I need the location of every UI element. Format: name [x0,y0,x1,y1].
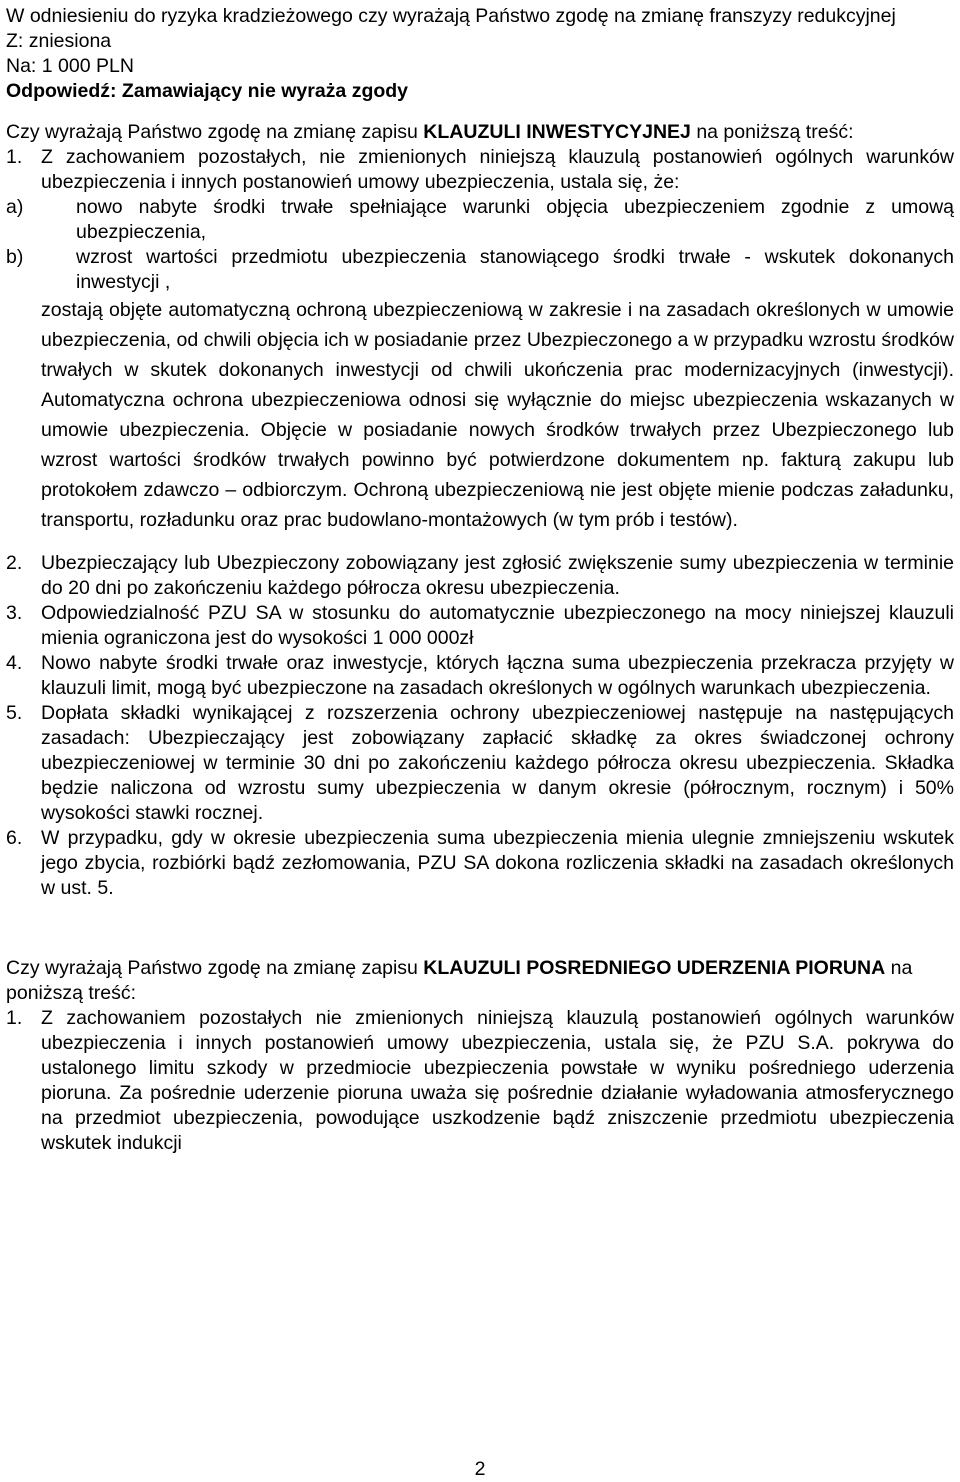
page-number: 2 [474,1458,486,1480]
invest-item-1: 1. Z zachowaniem pozostałych, nie zmienionych niniejszą klauzulą postanowień ogólnych warunków ubezpieczenia i innych postanowień umowy ubezpieczenia, ustala się, że: a) nowo nabyte środki trwałe spełniające warunki objęcia ubezpieczeniem zgodnie z umową ubezpieczenia, b) wzrost wartości przedmiotu ubezpieczenia stanowiącego środki trwałe - wskutek dokonanych inwestycji , zostają objęte automatyczną ochroną ubezpieczeniową w zakresie i na zasadach określonych w umowie ubezpieczenia, od chwili objęcia ich w posiadanie przez Ubezpieczonego a w przypadku wzrostu środków trwałych w skutek dokonanych inwestycji od chwili ukończenia prac modernizacyjnych (inwestycji). Automatyczna ochrona ubezpieczeniowa odnosi się wyłącznie do miejsc ubezpieczenia wskazanych w umowie ubezpieczenia. Objęcie w posiadanie nowych środków trwałych przez Ubezpieczonego lub wzrost wartości środków trwałych powinno być potwierdzone dokumentem np. fakturą zakupu lub protokołem zdawczo – odbiorczym. Ochroną ubezpieczeniową nie jest objęte mienie podczas załadunku, transportu, rozładunku oraz prac budowlano-montażowych (w tym prób i testów). [6,146,954,531]
invest-question: Czy wyrażają Państwo zgodę na zmianę zapisu KLAUZULI INWESTYCYJNEJ na poniższą treść: [6,121,854,143]
lightning-clause-title: KLAUZULI POSREDNIEGO UDERZENIA PIORUNA [423,957,886,979]
invest-item-4: 4. Nowo nabyte środki trwałe oraz inwestycje, których łączna suma ubezpieczenia przekracza przyjęty w klauzuli limit, mogą być ubezpieczone na zasadach określonych w ogólnych warunkach ubezpieczenia. [6,652,954,699]
invest-item-5: 5. Dopłata składki wynikającej z rozszerzenia ochrony ubezpieczeniowej następuje na następujących zasadach: Ubezpieczający jest zobowiązany zapłacić składkę za okres świadczonej ochrony ubezpieczeniowej w terminie 30 dni po zakończeniu każdego półrocza okresu ubezpieczenia. Składka będzie naliczona od wzrostu sumy ubezpieczenia w danym okresie (półrocznym, rocznym) i 50% wysokości stawki rocznej. [6,702,954,824]
invest-item-2: 2. Ubezpieczający lub Ubezpieczony zobowiązany jest zgłosić zwiększenie sumy ubezpieczenia w terminie do 20 dni po zakończeniu każdego półrocza okresu ubezpieczenia. [6,552,954,599]
theft-option-na: Na: 1 000 PLN [6,55,134,77]
invest-item-1b: b) wzrost wartości przedmiotu ubezpieczenia stanowiącego środki trwałe - wskutek dokonanych inwestycji , [6,246,954,293]
invest-item-1a: a) nowo nabyte środki trwałe spełniające warunki objęcia ubezpieczeniem zgodnie z umową ubezpieczenia, [6,196,954,243]
invest-clause-title: KLAUZULI INWESTYCYJNEJ [423,121,691,143]
theft-answer: Odpowiedź: Zamawiający nie wyraża zgody [6,80,409,102]
theft-option-z: Z: zniesiona [6,30,112,52]
theft-question: W odniesieniu do ryzyka kradzieżowego czy wyrażają Państwo zgodę na zmianę franszyzy redukcyjnej [6,5,896,27]
document-page [6,4,954,1156]
lightning-item-1: 1. Z zachowaniem pozostałych nie zmienionych niniejszą klauzulą postanowień ogólnych warunków ubezpieczenia i innych postanowień umowy ubezpieczenia, ustala się, że PZU S.A. pokrywa do ustalonego limitu szkody w przedmiocie ubezpieczenia powstałe w wyniku pośredniego uderzenia pioruna. Za pośrednie uderzenie pioruna uważa się pośrednie działanie wyładowania atmosferycznego na przedmiot ubezpieczenia, powodujące uszkodzenie bądź zniszczenie przedmiotu ubezpieczenia wskutek indukcji [6,1007,954,1154]
lightning-question: Czy wyrażają Państwo zgodę na zmianę zapisu KLAUZULI POSREDNIEGO UDERZENIA PIORUNA na poniższą treść: [6,957,913,1004]
invest-item-6: 6. W przypadku, gdy w okresie ubezpieczenia suma ubezpieczenia mienia ulegnie zmniejszeniu wskutek jego zbycia, rozbiórki bądź zezłomowania, PZU SA dokona rozliczenia składki na zasadach określonych w ust. 5. [6,827,954,899]
invest-item-3: 3. Odpowiedzialność PZU SA w stosunku do automatycznie ubezpieczonego na mocy niniejszej klauzuli mienia ograniczona jest do wysokości 1 000 000zł [6,602,954,649]
